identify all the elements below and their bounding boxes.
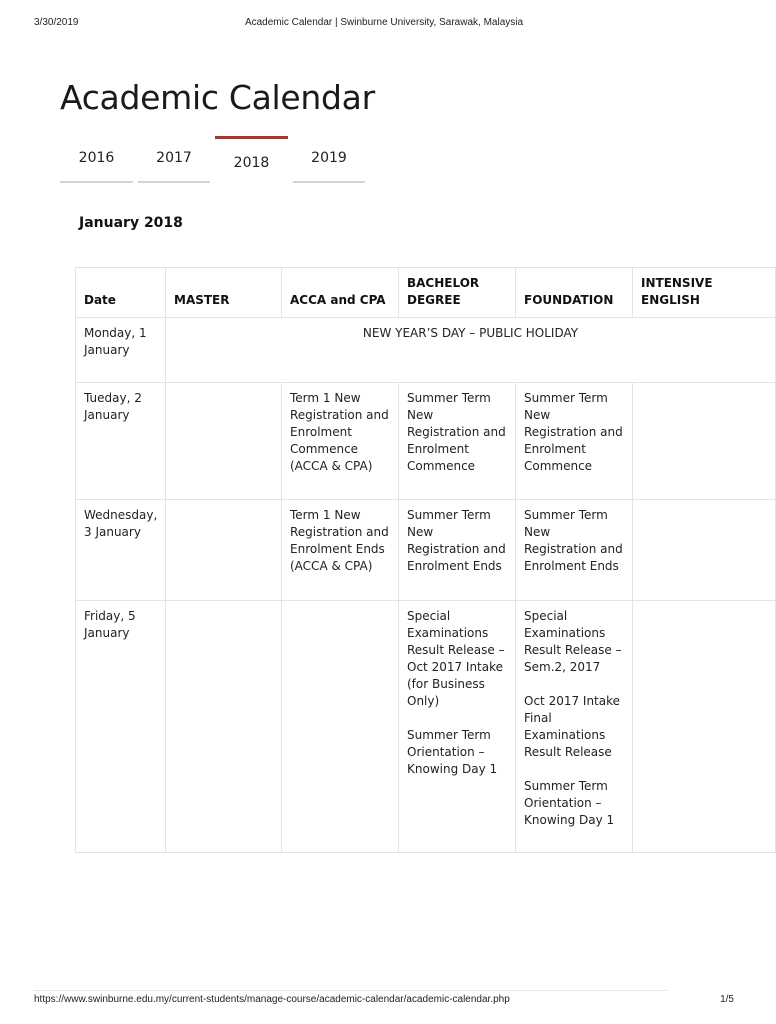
tab-2018[interactable] — [215, 136, 288, 179]
date-cell: Friday, 5 January — [76, 601, 166, 853]
intensive-cell — [633, 601, 776, 853]
date-cell: Wednesday, 3 January — [76, 500, 166, 601]
cell-entry: Summer Term New Registration and Enrolment Commence — [524, 391, 623, 473]
intensive-cell — [633, 500, 776, 601]
master-cell — [166, 601, 282, 853]
column-header-foundation: FOUNDATION — [516, 268, 633, 318]
master-cell — [166, 500, 282, 601]
column-header-date: Date — [76, 268, 166, 318]
bachelor-cell — [399, 500, 516, 601]
intensive-cell — [633, 383, 776, 500]
column-header-intensive-english: INTENSIVE ENGLISH — [633, 268, 776, 318]
tab-2019[interactable] — [293, 136, 365, 183]
print-title: Academic Calendar | Swinburne University, Sarawak, Malaysia — [244, 17, 524, 28]
cell-entry: Summer Term New Registration and Enrolment Commence — [407, 391, 506, 473]
table-row — [76, 383, 776, 500]
table-row — [76, 500, 776, 601]
print-footer — [34, 994, 734, 1008]
foundation-cell — [516, 500, 633, 601]
tab-2017[interactable] — [138, 136, 210, 183]
cell-entry: Term 1 New Registration and Enrolment Ends (ACCA & CPA) — [290, 508, 389, 573]
tab-label: 2016 — [78, 150, 115, 166]
tab-label: 2017 — [156, 150, 192, 166]
print-date: 3/30/2019 — [34, 17, 79, 28]
master-cell — [166, 383, 282, 500]
column-header-master: MASTER — [166, 268, 282, 318]
page-title: Academic Calendar — [60, 78, 375, 117]
cell-entry: Term 1 New Registration and Enrolment Commence (ACCA & CPA) — [290, 391, 389, 473]
cell-entry: Summer Term Orientation – Knowing Day 1 — [524, 779, 615, 827]
calendar-table — [75, 267, 776, 853]
page-number: 1/5 — [720, 994, 734, 1005]
acca-cell — [282, 500, 399, 601]
calendar-table-container[interactable] — [75, 267, 713, 857]
date-cell: Tueday, 2 January — [76, 383, 166, 500]
month-heading: January 2018 — [79, 215, 183, 231]
table-header-row — [76, 268, 776, 318]
print-url[interactable]: https://www.swinburne.edu.my/current-students/manage-course/academic-calendar/academic-calendar.php — [34, 994, 510, 1005]
column-header-acca: ACCA and CPA — [282, 268, 399, 318]
tab-label: 2018 — [233, 155, 270, 171]
bachelor-cell — [399, 601, 516, 853]
cell-entry: Oct 2017 Intake Final Examinations Result Release — [524, 694, 621, 759]
foundation-cell — [516, 383, 633, 500]
cell-entry: Summer Term New Registration and Enrolment Ends — [524, 508, 623, 573]
bachelor-cell — [399, 383, 516, 500]
year-tabs — [60, 136, 380, 182]
print-header — [34, 17, 734, 31]
acca-cell — [282, 383, 399, 500]
column-header-bachelor: BACHELOR DEGREE — [399, 268, 516, 318]
holiday-cell: NEW YEAR’S DAY – PUBLIC HOLIDAY — [166, 318, 776, 383]
cell-entry: Special Examinations Result Release – Oct 2017 Intake (for Business Only) — [407, 609, 505, 708]
cell-entry: Special Examinations Result Release – Sem.2, 2017 — [524, 609, 622, 674]
table-row-holiday — [76, 318, 776, 383]
cell-entry: Summer Term Orientation – Knowing Day 1 — [407, 728, 498, 776]
tab-label: 2019 — [311, 150, 347, 166]
table-row — [76, 601, 776, 853]
acca-cell — [282, 601, 399, 853]
cell-entry: Summer Term New Registration and Enrolment Ends — [407, 508, 506, 573]
foundation-cell — [516, 601, 633, 853]
tab-2016[interactable] — [60, 136, 133, 183]
footer-divider — [34, 990, 668, 991]
date-cell: Monday, 1 January — [76, 318, 166, 383]
